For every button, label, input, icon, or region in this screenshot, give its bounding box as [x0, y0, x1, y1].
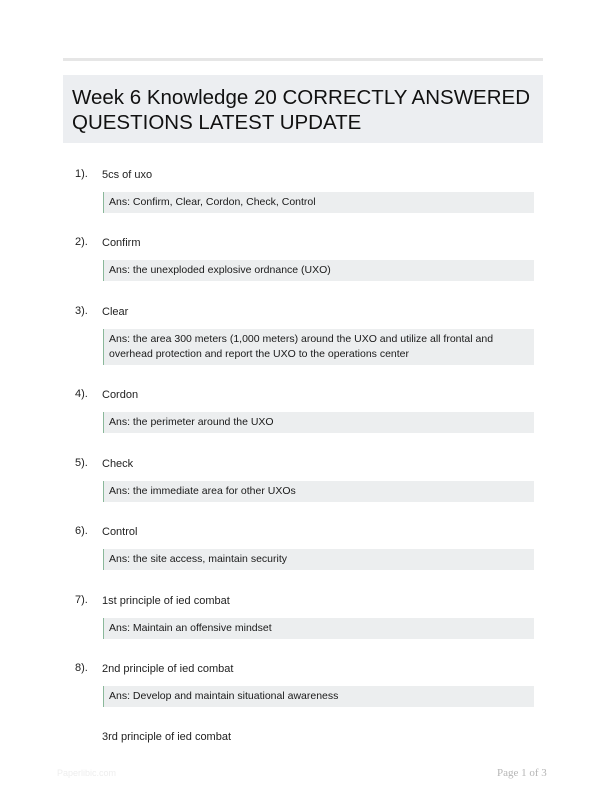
question-text: Clear — [102, 306, 129, 318]
question-number: 5). — [75, 457, 88, 469]
question-number: 2). — [75, 236, 88, 248]
question-text: Check — [102, 458, 134, 470]
question-text: 1st principle of ied combat — [102, 595, 230, 607]
answer-box: Ans: the perimeter around the UXO — [103, 412, 534, 433]
watermark: Paperlibic.com — [57, 768, 117, 778]
page-indicator: Page 1 of 3 — [497, 767, 547, 779]
top-divider — [63, 58, 543, 61]
question-number: 3). — [75, 305, 88, 317]
answer-box: Ans: Maintain an offensive mindset — [103, 618, 534, 639]
answer-box: Ans: the site access, maintain security — [103, 549, 534, 570]
question-number: 6). — [75, 525, 88, 537]
question-text: 2nd principle of ied combat — [102, 663, 234, 675]
question-text: 5cs of uxo — [102, 169, 153, 181]
question-number: 7). — [75, 594, 88, 606]
question-text: Cordon — [102, 389, 139, 401]
answer-box: Ans: the immediate area for other UXOs — [103, 481, 534, 502]
title-banner — [63, 75, 543, 143]
question-text: 3rd principle of ied combat — [102, 731, 232, 743]
answer-box: Ans: Develop and maintain situational awareness — [103, 686, 534, 707]
question-text: Control — [102, 526, 138, 538]
question-text: Confirm — [102, 237, 141, 249]
answer-box: Ans: the area 300 meters (1,000 meters) around the UXO and utilize all frontal and overhead protection and report the UXO to the operations center — [103, 329, 534, 365]
answer-box: Ans: the unexploded explosive ordnance (UXO) — [103, 260, 534, 281]
question-number: 4). — [75, 388, 88, 400]
question-number: 8). — [75, 662, 88, 674]
page-title: Week 6 Knowledge 20 CORRECTLY ANSWERED QUESTIONS LATEST UPDATE — [72, 86, 531, 134]
answer-box: Ans: Confirm, Clear, Cordon, Check, Control — [103, 192, 534, 213]
question-number: 1). — [75, 168, 88, 180]
